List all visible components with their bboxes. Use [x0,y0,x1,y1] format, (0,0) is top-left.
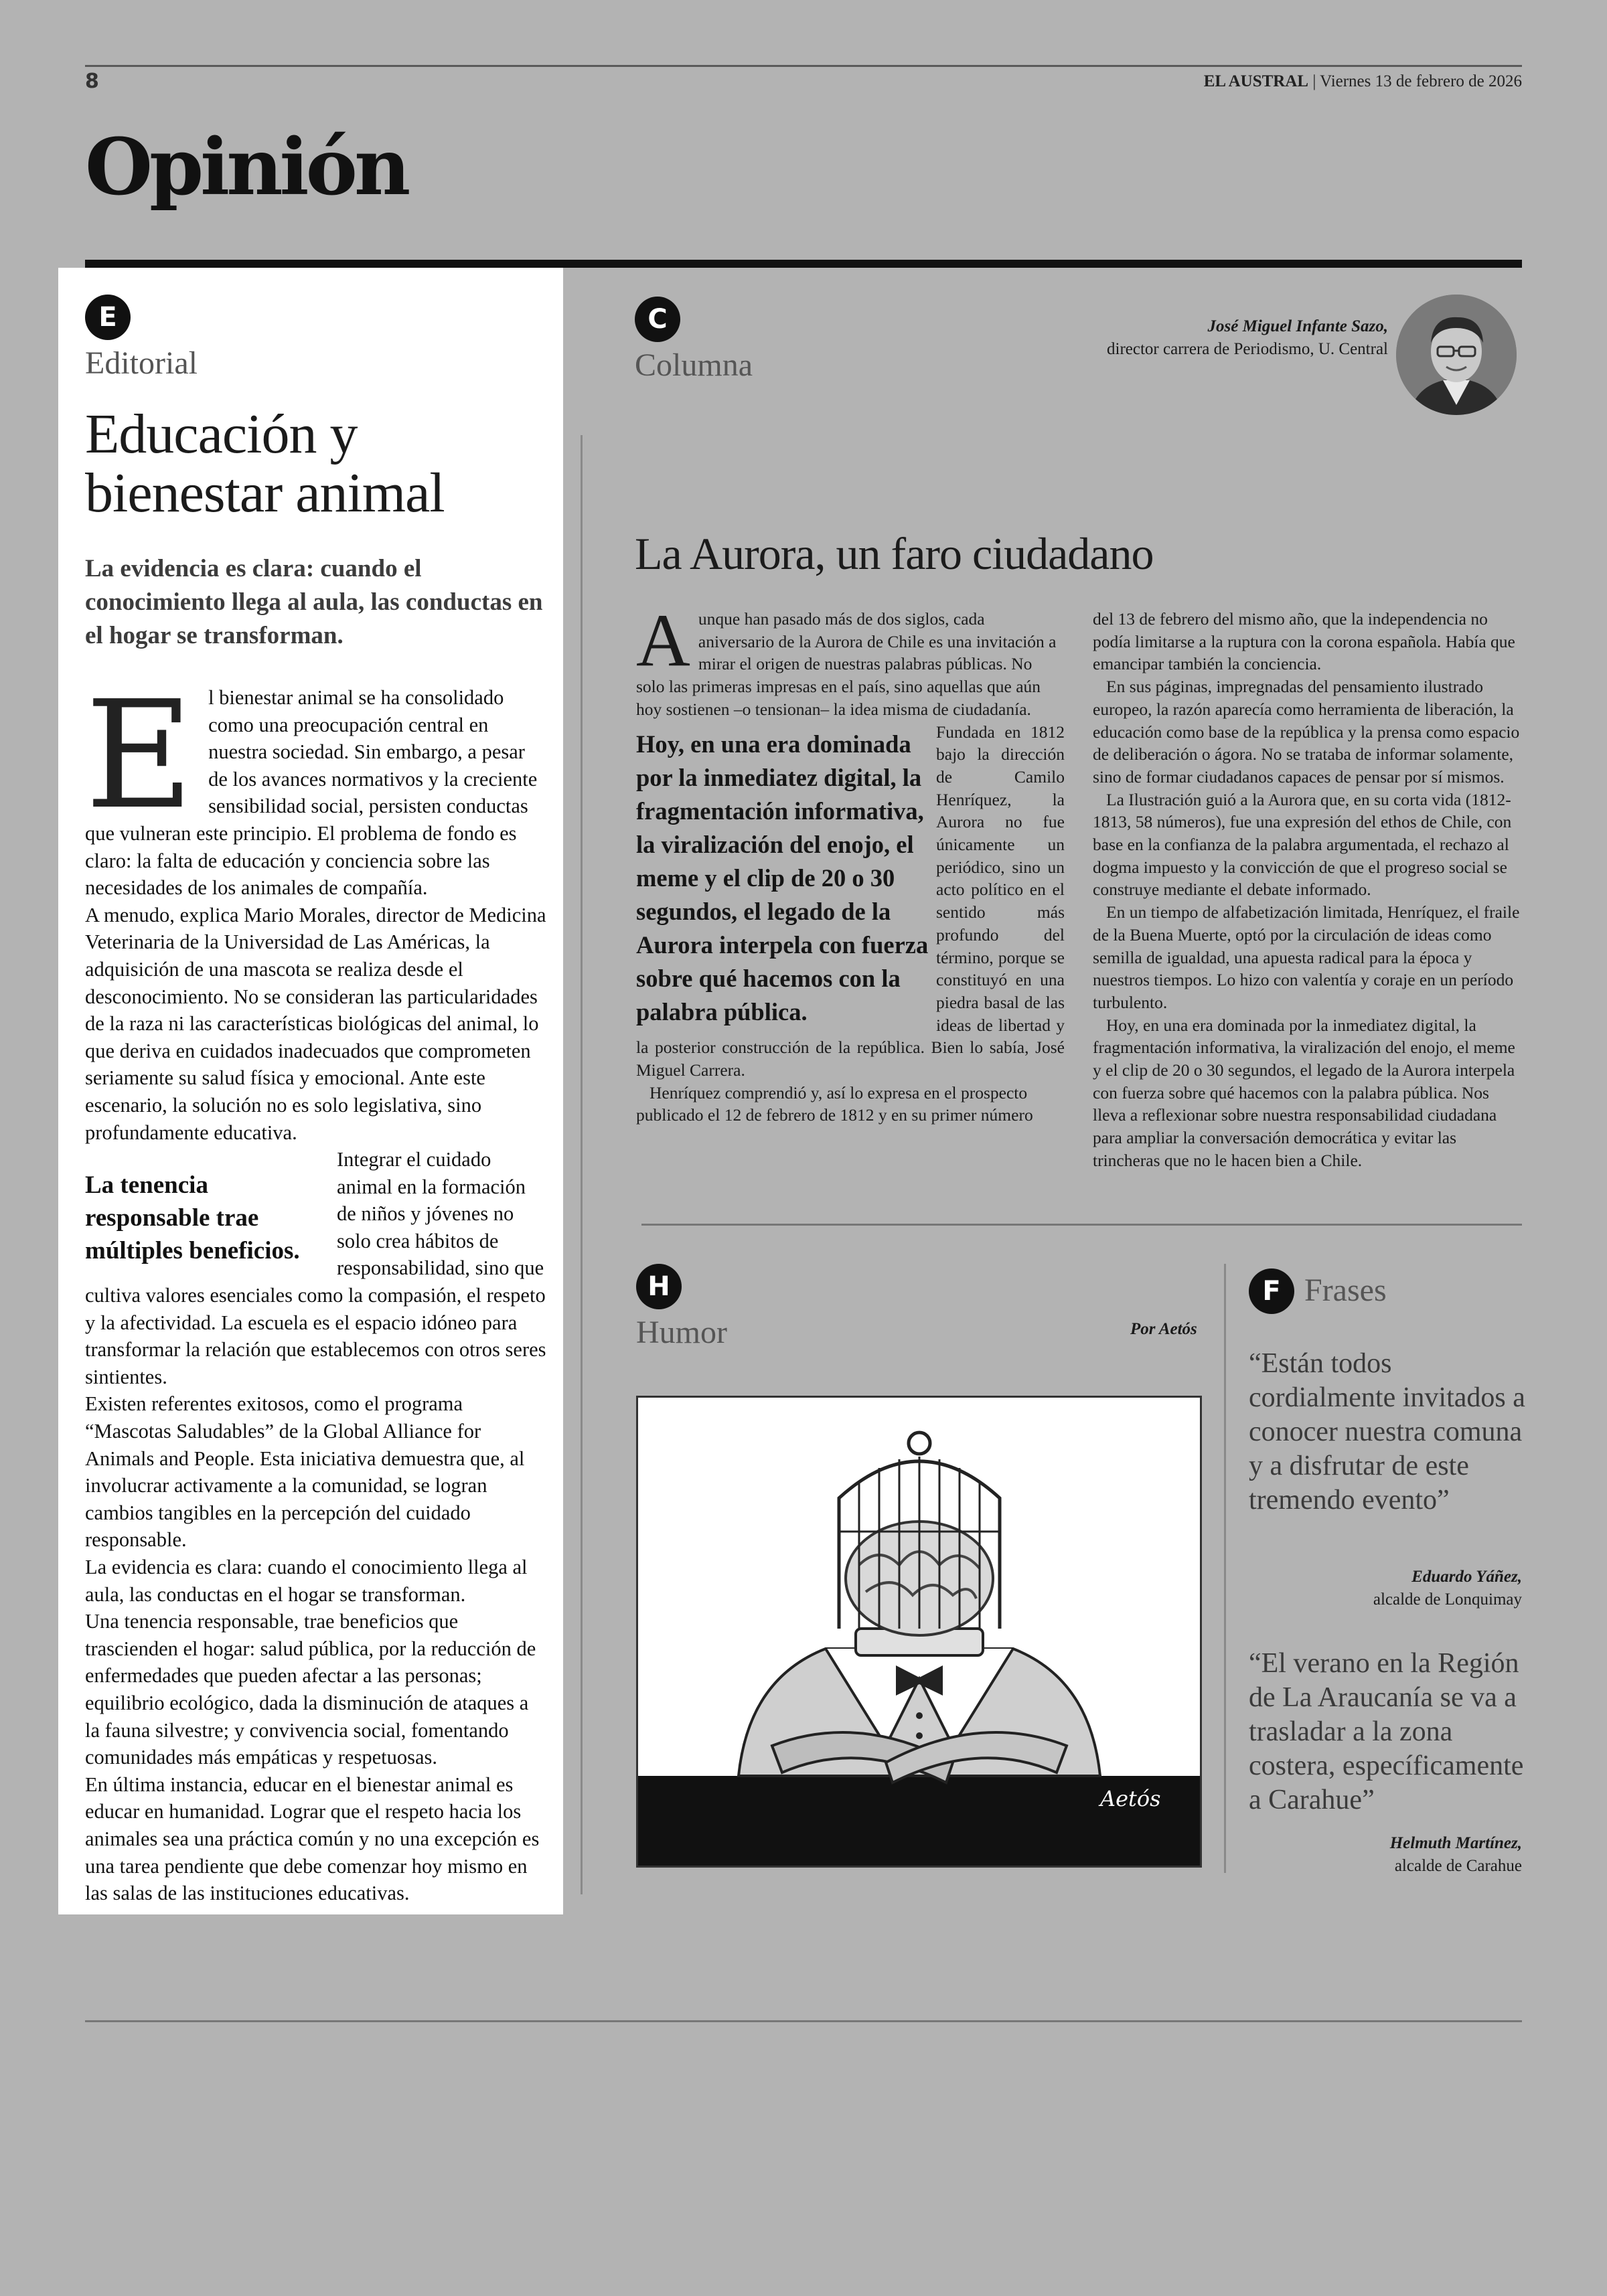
page-number: 8 [85,70,99,93]
editorial-badge: E [85,295,131,340]
editorial-kicker: Editorial [85,345,198,381]
column-author-name: José Miguel Infante Sazo, [1207,317,1388,335]
cartoon-signature: Aetós [1100,1786,1161,1811]
section-rule [85,260,1522,268]
column-paragraph: Henríquez comprendió y, así lo expresa en el prospecto publicado el 12 de febrero de 1812 y en su primer número [636,1082,1033,1125]
editorial-paragraph: La evidencia es clara: cuando el conocimiento llega al aula, las conductas en el hogar se transforman. [85,1556,528,1606]
column-headline: La Aurora, un faro ciudadano [635,528,1154,579]
masthead-separator: | [1312,72,1316,90]
bottom-rule [85,2020,1522,2022]
headline-line-2: bienestar animal [85,462,445,524]
frases-divider [1224,1264,1226,1873]
column-badge: C [635,297,680,342]
column-paragraph: En un tiempo de alfabetización limitada, Henríquez, el fraile de la Buena Muerte, optó por la circulación de ideas como semilla de igualdad, una apuesta radical para la época y nuestros tiempos. Lo hizo con valentía y coraje en un período turbulento. [1093,902,1520,1012]
column-text-left [636,599,1065,1127]
column-paragraph: La Ilustración guió a la Aurora que, en su corta vida (1812-1813, 58 números), fue una expresión del ethos de Chile, con base en la confianza de la palabra argumentada, el rechazo al dogma impuesto y la convicción de que el progreso social se construye mediante el debate informado. [1093,789,1512,900]
issue-date: Viernes 13 de febrero de 2026 [1320,72,1522,90]
column-paragraph: del 13 de febrero del mismo año, que la independencia no podía limitarse a la ruptura con la corona española. Había que emancipar también la conciencia. [1093,609,1515,674]
column-kicker: Columna [635,347,753,383]
editorial-body [85,669,547,1907]
caged-brain-cartoon-icon [638,1398,1200,1866]
editorial-pullquote: La tenencia responsable trae múltiples beneficios. [85,1171,300,1265]
masthead [1204,72,1522,91]
quote-1-author: Eduardo Yáñez, [1411,1568,1522,1586]
editorial-paragraph: En última instancia, educar en el bienestar animal es educar en humanidad. Lograr que el respeto hacia los animales sea una práctica común y no una excepción es una tarea pendiente que debe comenzar hoy mismo en las salas de las instituciones educativas. [85,1773,540,1905]
editorial-headline [85,405,554,523]
editorial-panel [58,268,563,1914]
editorial-paragraph: Existen referentes exitosos, como el programa “Mascotas Saludables” de la Global Alliance for Animals and People. Esta iniciativa demuestra que, al involucrar activamente a la comunidad, se logran cambios tangibles en la percepción del cuidado responsable. [85,1392,525,1552]
quote-2-role: alcalde de Carahue [1394,1857,1522,1875]
column-drop-cap: A [636,599,690,682]
humor-cartoon [636,1396,1202,1868]
drop-cap: E [85,669,194,842]
column-pullquote: Hoy, en una era dominada por la inmediatez digital, la fragmentación informativa, la viralización del enojo, el meme y el clip de 20 o 30 segundos, el legado de la Aurora interpela con fuerza sobre qué hacemos con la palabra pública. [636,730,929,1026]
top-rule [85,65,1522,67]
section-title: Opinión [85,122,408,213]
quote-2-author: Helmuth Martínez, [1389,1834,1522,1852]
frases-quote-2: “El verano en la Región de La Araucanía se va a trasladar a la zona costera, específicamente a Carahue” [1249,1648,1524,1815]
humor-kicker: Humor [636,1315,727,1350]
headline-line-1: Educación y [85,403,358,465]
publication-name: EL AUSTRAL [1203,72,1309,90]
author-avatar [1396,295,1517,415]
humor-badge: H [636,1264,682,1309]
frases-quote-1: “Están todos cordialmente invitados a conocer nuestra comuna y a disfrutar de este tremendo evento” [1249,1348,1525,1515]
humor-byline: Por Aetós [1130,1320,1197,1338]
editorial-paragraph: Una tenencia responsable, trae beneficios que trascienden el hogar: salud pública, por la reducción de enfermedades que pueden afectar a las personas; equilibrio ecológico, dada la disminución de ataques a la fauna silvestre; y convivencia social, fomentando comunidades más empáticas y respetuosas. [85,1610,536,1769]
column-bottom-rule [641,1224,1522,1226]
column-text-right [1093,608,1522,1172]
editorial-paragraph: El bienestar animal se ha consolidado como una preocupación central en nuestra sociedad. Sin embargo, a pesar de los avances normativos y la creciente sensibilidad social, persisten conductas que vulneran este principio. El problema de fondo es claro: la falta de educación y conciencia sobre las necesidades de los animales de compañía. [85,669,538,900]
column-paragraph: Fundada en 1812 bajo la dirección de Camilo Henríquez, la Aurora no fue únicamente un periódico, sino un acto político en el sentido más profundo del término, porque se constituyó en una piedra basal de las ideas de libertad y la posterior construcción de la república. Bien lo sabía, José Miguel Carrera. [636,722,1065,1080]
column-divider [581,435,583,1894]
frases-kicker: Frases [1304,1273,1387,1308]
author-portrait-icon [1396,295,1517,415]
column-paragraph: En sus páginas, impregnadas del pensamiento ilustrado europeo, la razón aparecía como herramienta de liberación, la educación como base de la república y la prensa como espacio de deliberación o ágora. No se trataba de informar solamente, sino de formar ciudadanos capaces de pensar por sí mismos. [1093,677,1520,787]
editorial-lede: La evidencia es clara: cuando el conocimiento llega al aula, las conductas en el hogar se transforman. [85,555,543,649]
column-author-role: director carrera de Periodismo, U. Central [1107,340,1388,358]
frases-badge: F [1249,1268,1294,1314]
quote-1-role: alcalde de Lonquimay [1373,1590,1522,1609]
column-paragraph: Aunque han pasado más de dos siglos, cada aniversario de la Aurora de Chile es una invitación a mirar el origen de nuestras palabras públicas. No solo las primeras impresas en el país, sino aquellas que aún hoy sostienen –o tensionan– la idea misma de ciudadanía. [636,599,1057,719]
editorial-paragraph: La tenencia responsable trae múltiples beneficios. Integrar el cuidado animal en la formación de niños y jóvenes no solo crea hábitos de responsabilidad, sino que cultiva valores esenciales como la compasión, el respeto y la afectividad. La escuela es el espacio idóneo para transformar la relación que establecemos con otros seres sintientes. [85,1148,546,1388]
editorial-paragraph: A menudo, explica Mario Morales, director de Medicina Veterinaria de la Universidad de Las Américas, la adquisición de una mascota se realiza desde el desconocimiento. No se consideran las particularidades de la raza ni las características biológicas del animal, lo que deriva en cuidados inadecuados que comprometen seriamente su salud física y emocional. Ante este escenario, la solución no es solo legislativa, sino profundamente educativa. [85,903,546,1144]
column-paragraph: Hoy, en una era dominada por la inmediatez digital, la fragmentación informativa, la viralización del enojo, el meme y el clip de 20 o 30 segundos, el legado de la Aurora interpela con fuerza sobre qué hacemos con la palabra pública. Nos lleva a reflexionar sobre nuestra responsabilidad ciudadana para ampliar la conversación democrática y evitar las trincheras que no le hacen bien a Chile. [1093,1015,1515,1170]
